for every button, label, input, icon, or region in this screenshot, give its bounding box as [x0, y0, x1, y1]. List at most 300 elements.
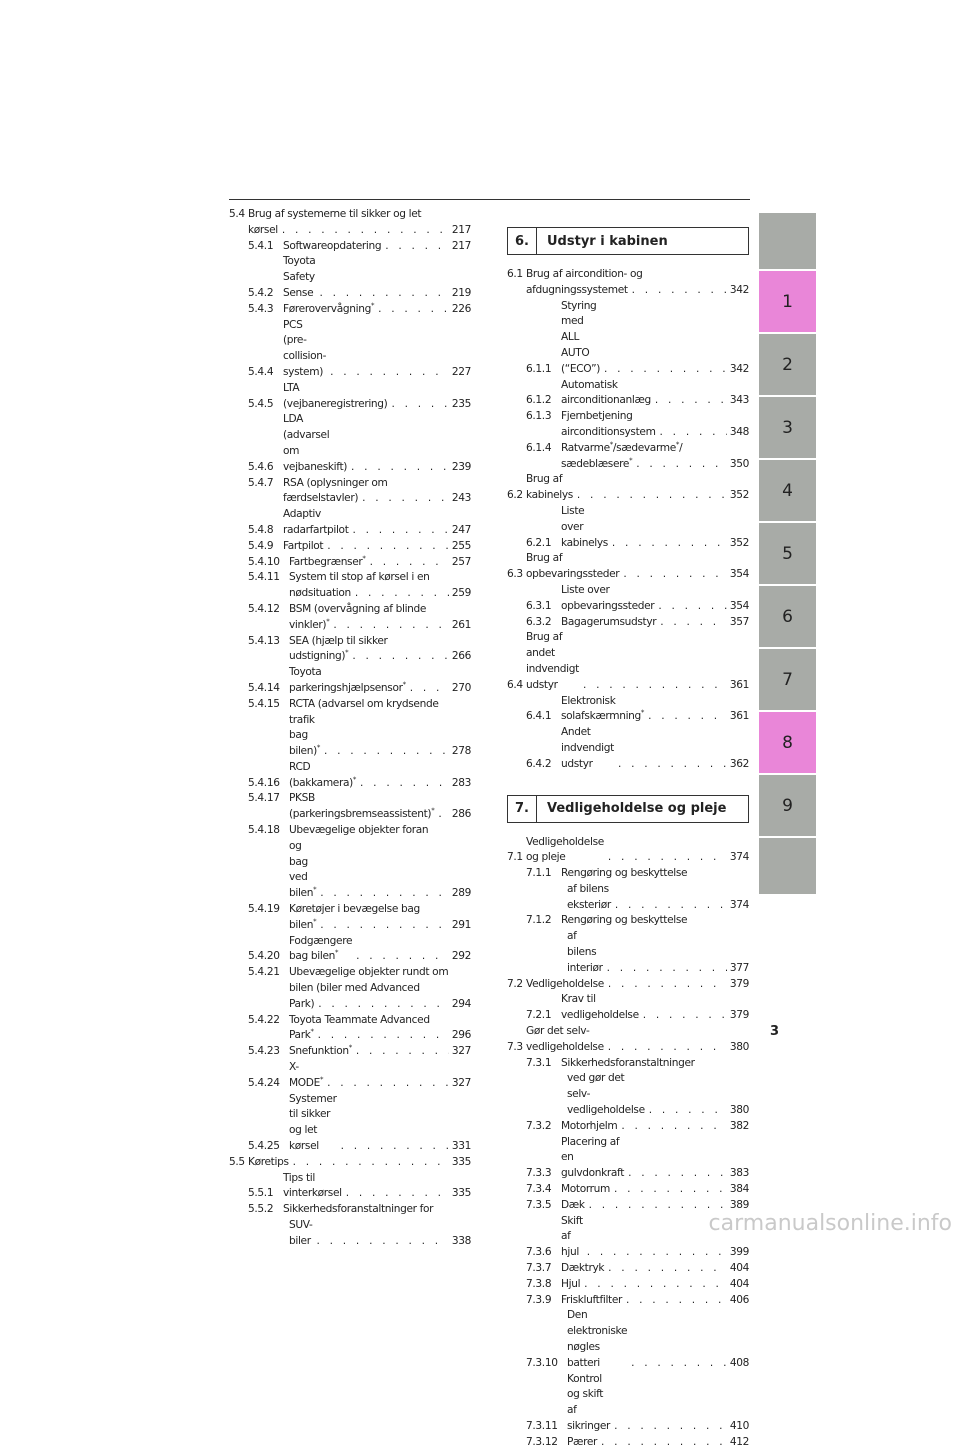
toc-entry[interactable]: [229, 665, 471, 697]
toc-entry[interactable]: [507, 615, 749, 631]
toc-entry[interactable]: [507, 992, 749, 1024]
entry-title-text: Systemer til sikker og let kørsel: [289, 1092, 337, 1153]
toc-entry-continuation[interactable]: [229, 839, 471, 902]
entry-page-number: 239: [451, 460, 471, 473]
entry-number: 6.2.1: [526, 536, 552, 549]
toc-entry[interactable]: [507, 504, 749, 551]
dot-leader: [352, 649, 449, 665]
toc-entry[interactable]: [507, 1372, 749, 1435]
toc-entry[interactable]: [229, 239, 471, 255]
dot-leader: [608, 1261, 727, 1277]
entry-title-text: Fartbegrænser*: [289, 554, 366, 568]
toc-entry[interactable]: [507, 1135, 749, 1182]
toc-entry[interactable]: [229, 555, 471, 571]
dot-leader: [362, 491, 449, 507]
footnote-marker: *: [319, 1075, 324, 1084]
chapter-tab-8[interactable]: 8: [759, 712, 816, 773]
entry-page-number: 342: [729, 283, 749, 296]
entry-title-text: LDA (advarsel om vejbaneskift): [283, 413, 348, 473]
entry-number: 6.4.1: [526, 710, 552, 723]
chapter-tab-4[interactable]: 4: [759, 460, 816, 521]
toc-entry[interactable]: [229, 760, 471, 792]
entry-title: [526, 551, 729, 583]
dot-leader: [614, 1419, 727, 1435]
entry-number: 5.4.18: [248, 824, 280, 837]
entry-page-number: 352: [729, 536, 749, 549]
chapter-number: 7.: [508, 796, 537, 822]
chapter-7-header[interactable]: [507, 795, 749, 823]
toc-entry[interactable]: [507, 299, 749, 378]
entry-number: 7.3: [507, 1040, 523, 1053]
entry-title: [289, 1013, 471, 1029]
entry-title-text: LTA (vejbaneregistrering): [283, 381, 388, 410]
toc-entry-continuation[interactable]: [229, 713, 471, 760]
entry-number: 7.3.9: [526, 1293, 552, 1306]
entry-title-text: X-MODE*: [289, 1061, 324, 1089]
entry-page-number: 257: [451, 555, 471, 568]
entry-title-text: Ubevægelige objekter rundt om: [289, 966, 449, 979]
toc-entry[interactable]: [507, 1435, 749, 1451]
toc-entry: [229, 965, 471, 981]
toc-entry[interactable]: [229, 318, 471, 381]
toc-entry[interactable]: [507, 1119, 749, 1135]
toc-entry: [229, 1202, 471, 1218]
entry-number: 5.4.1: [248, 239, 274, 252]
entry-title: [283, 412, 451, 475]
toc-entry-continuation[interactable]: [229, 491, 471, 507]
entry-title: [289, 1218, 451, 1250]
entry-page-number: 226: [451, 302, 471, 315]
entry-title: [289, 839, 451, 902]
toc-entry: [229, 823, 471, 839]
toc-entry[interactable]: [507, 1277, 749, 1293]
entry-title-text: Park): [289, 997, 315, 1010]
entry-page-number: 380: [729, 1040, 749, 1053]
toc-entry[interactable]: [229, 507, 471, 539]
entry-title: [567, 1071, 729, 1118]
entry-title: [561, 1261, 729, 1277]
footnote-marker: *: [326, 617, 330, 626]
dot-leader: [615, 898, 727, 914]
entry-title: [561, 615, 729, 631]
entry-title: [289, 981, 471, 997]
dot-leader: [631, 1356, 727, 1372]
entry-title-text: Gør det selv-vedligeholdelse: [526, 1025, 604, 1053]
footnote-marker: *: [362, 554, 366, 562]
toc-entry[interactable]: [507, 1182, 749, 1198]
entry-page-number: 338: [451, 1234, 471, 1247]
entry-page-number: 389: [729, 1198, 749, 1211]
toc-entry-continuation[interactable]: [507, 1071, 749, 1118]
entry-title: [289, 586, 451, 602]
dot-leader: [330, 365, 449, 381]
entry-title-text: Liste over opbevaringssteder: [561, 583, 655, 612]
entry-page-number: 343: [729, 394, 749, 407]
dot-leader: [318, 1028, 449, 1044]
entry-title-text: Elektronisk solafskærmning*: [561, 694, 645, 723]
dot-leader: [318, 997, 449, 1013]
entry-title: [289, 1092, 451, 1155]
toc-entry[interactable]: [507, 472, 749, 504]
dot-leader: [320, 918, 449, 934]
chapter-tab-5[interactable]: 5: [759, 523, 816, 584]
entry-title-text: Rengøring og beskyttelse: [561, 867, 688, 880]
dot-leader: [636, 457, 727, 473]
entry-number: 7.3.1: [526, 1056, 552, 1069]
entry-number: 7.3.11: [526, 1419, 558, 1432]
entry-page-number: 270: [451, 681, 471, 694]
toc-entry: [229, 602, 471, 618]
entry-page-number: 335: [451, 1155, 471, 1168]
entry-title: [289, 1044, 451, 1060]
dot-leader: [589, 1198, 727, 1214]
entry-title-text: Brug af opbevaringssteder: [526, 552, 620, 581]
entry-title: [561, 1056, 749, 1072]
dot-leader: [356, 949, 449, 965]
chapter-tabs: [759, 213, 816, 896]
chapter-tab-6[interactable]: 6: [759, 586, 816, 647]
entry-title: [561, 1277, 729, 1293]
entry-page-number: 408: [729, 1356, 749, 1369]
chapter-6-header[interactable]: [507, 227, 749, 255]
entry-title: [283, 1171, 451, 1203]
entry-number: 7.2: [507, 977, 523, 990]
dot-leader: [577, 488, 727, 504]
entry-page-number: 354: [729, 599, 749, 612]
entry-page-number: 399: [729, 1246, 749, 1259]
chapter-number: 6.: [508, 228, 537, 254]
entry-title-text: Brug af aircondition- og: [526, 268, 643, 280]
entry-title-text: Automatisk airconditionanlæg: [561, 378, 651, 407]
entry-page-number: 255: [451, 539, 471, 552]
entry-title-text: af bilens interiør: [567, 930, 603, 974]
dot-leader: [327, 539, 449, 555]
dot-leader: [320, 886, 449, 902]
entry-page-number: 289: [451, 887, 471, 900]
entry-title-text: og bag ved bilen*: [289, 839, 317, 900]
toc-entry-continuation[interactable]: [229, 997, 471, 1013]
entry-title-text: Sikkerhedsforanstaltninger for: [283, 1203, 434, 1216]
entry-number: 6.1.2: [526, 394, 552, 407]
footnote-marker: *: [609, 440, 613, 449]
toc-entry-continuation[interactable]: [229, 649, 471, 665]
entry-number: 6.1.4: [526, 441, 552, 454]
toc-entry-continuation[interactable]: [507, 425, 749, 441]
entry-title: [567, 929, 729, 976]
entry-number: 7.2.1: [526, 1009, 552, 1022]
toc-entry[interactable]: [507, 378, 749, 410]
entry-number: 5.4.9: [248, 539, 274, 552]
entry-number: 5.4.17: [248, 792, 280, 805]
toc-entry[interactable]: [507, 583, 749, 615]
entry-number: 5.4.23: [248, 1045, 280, 1058]
entry-number: 7.3.8: [526, 1277, 552, 1290]
entry-page-number: 354: [729, 568, 749, 581]
toc-entry-continuation[interactable]: [229, 1218, 471, 1250]
entry-page-number: 296: [451, 1029, 471, 1042]
entry-title: [248, 223, 451, 239]
entry-title-text: Tips til vinterkørsel: [283, 1171, 342, 1200]
footnote-marker: *: [629, 456, 633, 465]
entry-number: 7.3.6: [526, 1246, 552, 1259]
entry-page-number: 266: [451, 650, 471, 663]
toc-entry: [507, 409, 749, 425]
toc-right-column: [507, 207, 749, 1451]
entry-number: 5.4.20: [248, 950, 280, 963]
chapter-tab-9[interactable]: 9: [759, 775, 816, 836]
entry-number: 5.4.24: [248, 1076, 280, 1089]
entry-title: [526, 977, 729, 993]
footnote-marker: *: [352, 775, 357, 784]
toc-entry[interactable]: [507, 835, 749, 867]
chapter-tab-1[interactable]: 1: [759, 271, 816, 332]
dot-leader: [410, 681, 449, 697]
entry-page-number: 382: [729, 1119, 749, 1132]
entry-title: [289, 570, 471, 586]
toc-entry[interactable]: [507, 1261, 749, 1277]
entry-title: [283, 239, 451, 255]
toc-entry[interactable]: [229, 381, 471, 413]
entry-title-text: af bilens eksteriør: [567, 882, 611, 911]
dot-leader: [608, 850, 727, 866]
toc-entry[interactable]: [507, 551, 749, 583]
entry-title-text: ved gør det selv-vedligeholdelse: [567, 1072, 645, 1117]
dot-leader: [351, 460, 449, 476]
toc-entry-continuation[interactable]: [229, 1028, 471, 1044]
dot-leader: [658, 599, 727, 615]
toc-entry[interactable]: [229, 302, 471, 318]
toc-entry[interactable]: [229, 412, 471, 475]
entry-number: 5.4.7: [248, 476, 274, 489]
entry-title-text: Softwareopdatering: [283, 239, 382, 252]
toc-entry-continuation[interactable]: [229, 223, 471, 239]
entry-page-number: 384: [729, 1183, 749, 1196]
dot-leader: [614, 1182, 727, 1198]
entry-title: [561, 1198, 729, 1214]
entry-number: 6.4.2: [526, 757, 552, 770]
top-rule: [229, 199, 750, 200]
entry-title: [248, 207, 471, 223]
dot-leader: [378, 302, 449, 318]
toc-entry[interactable]: [229, 1060, 471, 1092]
toc-entry-continuation[interactable]: [229, 586, 471, 602]
entry-number: 6.3.2: [526, 615, 552, 628]
dot-leader: [628, 1166, 727, 1182]
entry-title: [289, 902, 471, 918]
entry-number: 5.4.13: [248, 634, 280, 647]
toc-entry-continuation[interactable]: [229, 807, 471, 823]
toc-entry-continuation[interactable]: [507, 283, 749, 299]
entry-page-number: 406: [729, 1293, 749, 1306]
dot-leader: [643, 1008, 727, 1024]
entry-title: [561, 299, 729, 378]
dot-leader: [583, 678, 727, 694]
footnote-marker: *: [310, 1027, 314, 1036]
toc-left-column: [229, 207, 471, 1250]
footnote-marker: *: [431, 806, 435, 815]
entry-title: [289, 918, 451, 934]
dot-leader: [324, 744, 449, 760]
toc-entry[interactable]: [229, 539, 471, 555]
toc-entry[interactable]: [507, 725, 749, 772]
toc-entry[interactable]: [229, 1155, 471, 1171]
entry-title: [526, 835, 729, 867]
entry-title: [283, 254, 451, 301]
footnote-marker: *: [313, 917, 317, 926]
entry-title-text: RCD (bakkamera)*: [289, 760, 357, 789]
entry-title: [283, 302, 451, 318]
entry-page-number: 247: [451, 523, 471, 536]
entry-title-text: bilen (biler med Advanced: [289, 982, 420, 995]
entry-number: 6.1.1: [526, 362, 552, 375]
chapter-tab-3[interactable]: 3: [759, 397, 816, 458]
dot-leader: [293, 1155, 449, 1171]
entry-page-number: 379: [729, 1009, 749, 1022]
dot-leader: [649, 1103, 727, 1119]
dot-leader: [333, 618, 449, 634]
entry-number: 6.2: [507, 489, 523, 502]
entry-number: 5.5.2: [248, 1203, 274, 1216]
entry-page-number: 259: [451, 587, 471, 600]
entry-title: [526, 472, 729, 504]
entry-number: 6.1: [507, 268, 523, 280]
entry-number: 5.4.10: [248, 555, 280, 568]
footnote-marker: *: [370, 301, 375, 310]
entry-page-number: 261: [451, 618, 471, 631]
entry-title: [289, 1060, 451, 1092]
chapter-tab-7[interactable]: 7: [759, 649, 816, 710]
dot-leader: [601, 1435, 727, 1451]
toc-entry[interactable]: [507, 977, 749, 993]
toc-entry[interactable]: [507, 1293, 749, 1309]
entry-number: 5.4.12: [248, 602, 280, 615]
toc-entry: [507, 441, 749, 457]
dot-leader: [391, 397, 449, 413]
entry-page-number: 278: [451, 745, 471, 758]
toc-entry-continuation[interactable]: [229, 618, 471, 634]
toc-entry: [229, 634, 471, 650]
entry-title-text: airconditionsystem: [561, 425, 656, 438]
entry-number: 5.4.21: [248, 966, 280, 979]
entry-page-number: 412: [729, 1435, 749, 1448]
toc-list-left: [229, 207, 471, 1250]
entry-title-text: System til stop af kørsel i en: [289, 571, 430, 584]
entry-number: 5.5.1: [248, 1187, 274, 1200]
dot-leader: [355, 586, 449, 602]
entry-title: [561, 441, 749, 457]
entry-page-number: 379: [729, 977, 749, 990]
toc-entry[interactable]: [229, 254, 471, 301]
entry-title-text: bilen*: [289, 917, 317, 931]
entry-number: 7.1.2: [526, 914, 552, 927]
toc-entry-continuation[interactable]: [229, 918, 471, 934]
entry-page-number: 404: [729, 1262, 749, 1275]
page-number: 3: [770, 1024, 780, 1039]
entry-number: 5.4.5: [248, 397, 274, 410]
chapter-title: Udstyr i kabinen: [547, 233, 668, 249]
toc-entry[interactable]: [229, 1092, 471, 1155]
dot-leader: [655, 393, 727, 409]
toc-entry[interactable]: [229, 934, 471, 966]
entry-title-text: RCTA (advarsel om krydsende: [289, 697, 439, 710]
entry-number: 7.3.5: [526, 1198, 552, 1211]
toc-entry[interactable]: [229, 1044, 471, 1060]
entry-title-text: SEA (hjælp til sikker: [289, 634, 388, 647]
entry-title: [561, 1293, 729, 1309]
footnote-marker: *: [316, 743, 321, 752]
entry-title: [561, 1135, 729, 1182]
toc-entry: [507, 1056, 749, 1072]
entry-page-number: 286: [451, 808, 471, 821]
toc-entry: [229, 791, 471, 807]
entry-title-text: Adaptiv radarfartpilot: [283, 508, 349, 536]
footnote-marker: *: [345, 648, 349, 657]
toc-entry[interactable]: [507, 1024, 749, 1056]
entry-title-text: Park*: [289, 1027, 314, 1042]
entry-page-number: 327: [451, 1045, 471, 1058]
dot-leader: [360, 776, 449, 792]
entry-number: 6.1.3: [526, 410, 552, 423]
entry-title: [289, 665, 451, 697]
entry-title: [289, 697, 471, 713]
entry-page-number: 410: [729, 1419, 749, 1432]
entry-number: 5.4.8: [248, 523, 274, 536]
toc-entry[interactable]: [507, 694, 749, 726]
entry-page-number: 227: [451, 365, 471, 378]
entry-title: [283, 539, 451, 555]
chapter-tab-blank: [759, 213, 816, 269]
toc-entry[interactable]: [507, 1308, 749, 1371]
dot-leader: [623, 567, 727, 583]
toc-entry-continuation[interactable]: [507, 882, 749, 914]
toc-entry-continuation[interactable]: [507, 929, 749, 976]
entry-number: 5.4.25: [248, 1140, 280, 1153]
toc-list-chapter-7: [507, 835, 749, 1451]
entry-title: [567, 1308, 729, 1371]
dot-leader: [319, 286, 449, 302]
dot-leader: [618, 757, 727, 773]
dot-leader: [608, 977, 727, 993]
toc-entry[interactable]: [507, 630, 749, 693]
entry-title: [561, 504, 729, 551]
entry-page-number: 217: [451, 223, 471, 236]
dot-leader: [608, 1040, 727, 1056]
entry-title-text: Motorhjelm: [561, 1119, 618, 1132]
entry-page-number: 362: [729, 757, 749, 770]
chapter-tab-2[interactable]: 2: [759, 334, 816, 395]
entry-title: [561, 866, 749, 882]
entry-title-text: Fartpilot: [283, 539, 324, 552]
entry-title-text: sædeblæsere*: [561, 456, 633, 470]
entry-page-number: 361: [729, 710, 749, 723]
chapter-tab-blank: [759, 838, 816, 894]
entry-title: [289, 1028, 451, 1044]
toc-entry-continuation[interactable]: [507, 457, 749, 473]
toc-entry-continuation: [229, 981, 471, 997]
entry-title: [283, 381, 451, 413]
dot-leader: [438, 807, 449, 823]
entry-title: [289, 634, 471, 650]
dot-leader: [346, 1186, 449, 1202]
entry-number: 7.3.7: [526, 1262, 552, 1275]
dot-leader: [370, 555, 449, 571]
entry-title-text: afdugningssystemet: [526, 283, 628, 296]
toc-entry[interactable]: [229, 1171, 471, 1203]
footnote-marker: *: [675, 440, 680, 449]
entry-title-text: Pærer: [567, 1435, 598, 1448]
entry-title: [561, 583, 729, 615]
entry-title: [526, 283, 729, 299]
